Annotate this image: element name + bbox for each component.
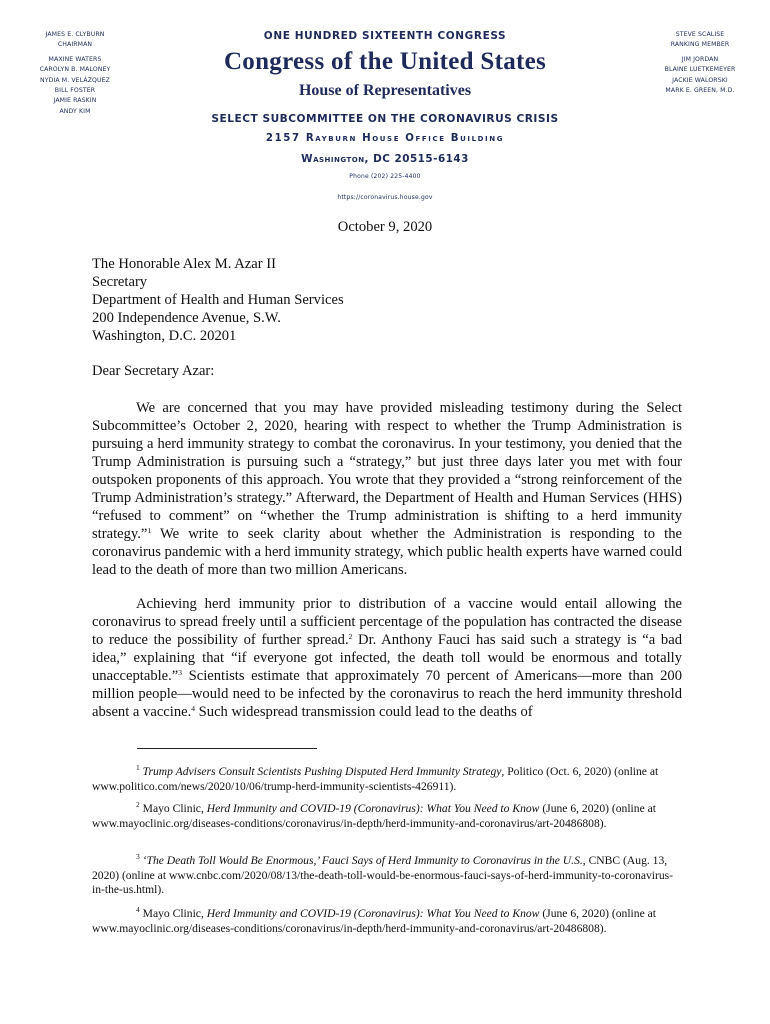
member-name: JACKIE WALORSKI	[672, 76, 728, 84]
office-city: Washington, DC 20515-6143	[301, 153, 469, 165]
subcommittee-name: SELECT SUBCOMMITTEE ON THE CORONAVIRUS CRISIS	[211, 113, 559, 125]
footnote-ref[interactable]: 1	[147, 526, 152, 535]
paragraph-text: Scientists estimate that approximately 70 percent of Americans—more than 200 million people—would need to be infected by the coronavirus to reach the herd immunity threshold absent a vaccine.	[92, 668, 682, 720]
footnote-source: Mayo Clinic,	[142, 802, 207, 815]
minority-members-list	[652, 30, 748, 96]
footnote-title: Trump Advisers Consult Scientists Pushing Disputed Herd Immunity Strategy	[142, 765, 502, 778]
office-phone: Phone (202) 225-4400	[349, 173, 421, 180]
recipient-line: Washington, D.C. 20201	[92, 328, 237, 344]
member-name: ANDY KIM	[59, 107, 91, 115]
paragraph-text: Achieving herd immunity prior to distribution of a vaccine would entail allowing the coronavirus to spread freely until a sufficient percentage of the population has contracted the disease to reduce the possibility of further spread.	[92, 596, 682, 648]
member-name: BLAINE LUETKEMEYER	[664, 66, 736, 74]
member-name: JAMIE RASKIN	[53, 97, 97, 105]
body-paragraph-1	[92, 399, 682, 579]
footnote-citation[interactable]: , CNBC (Aug. 13, 2020) (online at www.cnbc.com/2020/08/13/the-death-toll-would-be-enormous-fauci-says-of-herd-immunity-to-coronavirus-in-the-us.html).	[92, 854, 674, 897]
footnote-ref[interactable]: 2	[348, 632, 353, 641]
footnote-title: ‘The Death Toll Would Be Enormous,’ Fauci Says of Herd Immunity to Coronavirus in the U.S.	[142, 854, 583, 867]
footnote-source: Mayo Clinic,	[142, 907, 207, 920]
paragraph-text: We are concerned that you may have provided misleading testimony during the Select Subcommittee’s October 2, 2020, hearing with respect to whether the Trump Administration is pursuing a herd immunity strategy to combat the coronavirus. In your testimony, you denied that the Trump Administration is pursuing such a “strategy,” but just three days later you met with four outspoken proponents of this approach. You wrote that they provided a “strong reinforcement of the Trump Administration’s strategy.” Afterward, the Department of Health and Human Services (HHS) “refused to comment” on “whether the Trump administration is shifting to a herd immunity strategy.”	[92, 400, 682, 542]
salutation: Dear Secretary Azar:	[92, 363, 215, 379]
house-title: House of Representatives	[298, 82, 472, 99]
footnote-number: 1	[136, 763, 140, 772]
office-address: 2157 Rayburn House Office Building	[265, 133, 505, 144]
letter-date: October 9, 2020	[337, 219, 433, 235]
recipient-line: Department of Health and Human Services	[92, 292, 344, 308]
member-role: CHAIRMAN	[57, 41, 93, 49]
footnote-divider	[137, 748, 317, 749]
footnote-2	[92, 802, 682, 831]
footnote-title: Herd Immunity and COVID-19 (Coronavirus): What You Need to Know	[206, 907, 540, 920]
footnote-ref[interactable]: 4	[191, 704, 196, 713]
recipient-address	[92, 255, 692, 345]
congress-number: ONE HUNDRED SIXTEENTH CONGRESS	[263, 30, 507, 42]
footnote-number: 2	[136, 800, 140, 809]
member-name: CAROLYN B. MALONEY	[39, 66, 111, 74]
member-name: JIM JORDAN	[681, 55, 719, 63]
footnote-number: 3	[136, 852, 140, 861]
footnote-citation[interactable]: , Politico (Oct. 6, 2020) (online at www.politico.com/news/2020/10/06/trump-herd-immunity-scientists-426911).	[92, 765, 659, 793]
footnote-title: Herd Immunity and COVID-19 (Coronavirus): What You Need to Know	[206, 802, 540, 815]
congress-title: Congress of the United States	[223, 48, 547, 75]
footnote-ref[interactable]: 3	[178, 668, 183, 677]
footnote-3	[92, 854, 682, 898]
footnote-4	[92, 907, 682, 936]
member-name: NYDIA M. VELÁZQUEZ	[39, 76, 111, 84]
recipient-line: 200 Independence Avenue, S.W.	[92, 310, 281, 326]
member-name: BILL FOSTER	[54, 87, 96, 95]
paragraph-text: Dr. Anthony Fauci has said such a strategy is “a bad idea,” explaining that “if everyone got infected, the death toll would be enormous and totally unacceptable.”	[92, 632, 683, 684]
footnote-citation[interactable]: (June 6, 2020) (online at www.mayoclinic.org/diseases-conditions/coronavirus/in-depth/herd-immunity-and-coronavirus/art-20486808).	[92, 907, 656, 935]
paragraph-text: Such widespread transmission could lead to the deaths of	[195, 704, 533, 720]
website-link[interactable]: https://coronavirus.house.gov	[337, 194, 433, 201]
member-name: MAXINE WATERS	[48, 55, 102, 63]
recipient-line: The Honorable Alex M. Azar II	[92, 256, 276, 272]
footnote-citation[interactable]: (June 6, 2020) (online at www.mayoclinic.org/diseases-conditions/coronavirus/in-depth/herd-immunity-and-coronavirus/art-20486808).	[92, 802, 656, 830]
member-name: MARK E. GREEN, M.D.	[665, 87, 735, 95]
majority-members-list	[30, 30, 120, 117]
member-role: RANKING MEMBER	[670, 41, 730, 49]
footnote-number: 4	[136, 905, 140, 914]
member-name: JAMES E. CLYBURN	[45, 31, 105, 38]
body-paragraph-2	[92, 595, 682, 721]
recipient-line: Secretary	[92, 274, 148, 290]
paragraph-text: We write to seek clarity about whether the Administration is responding to the coronavirus pandemic with a herd immunity strategy, which public health experts have warned could lead to the death of more than two million Americans.	[92, 526, 682, 578]
footnote-1	[92, 765, 682, 794]
member-name: STEVE SCALISE	[675, 31, 725, 38]
